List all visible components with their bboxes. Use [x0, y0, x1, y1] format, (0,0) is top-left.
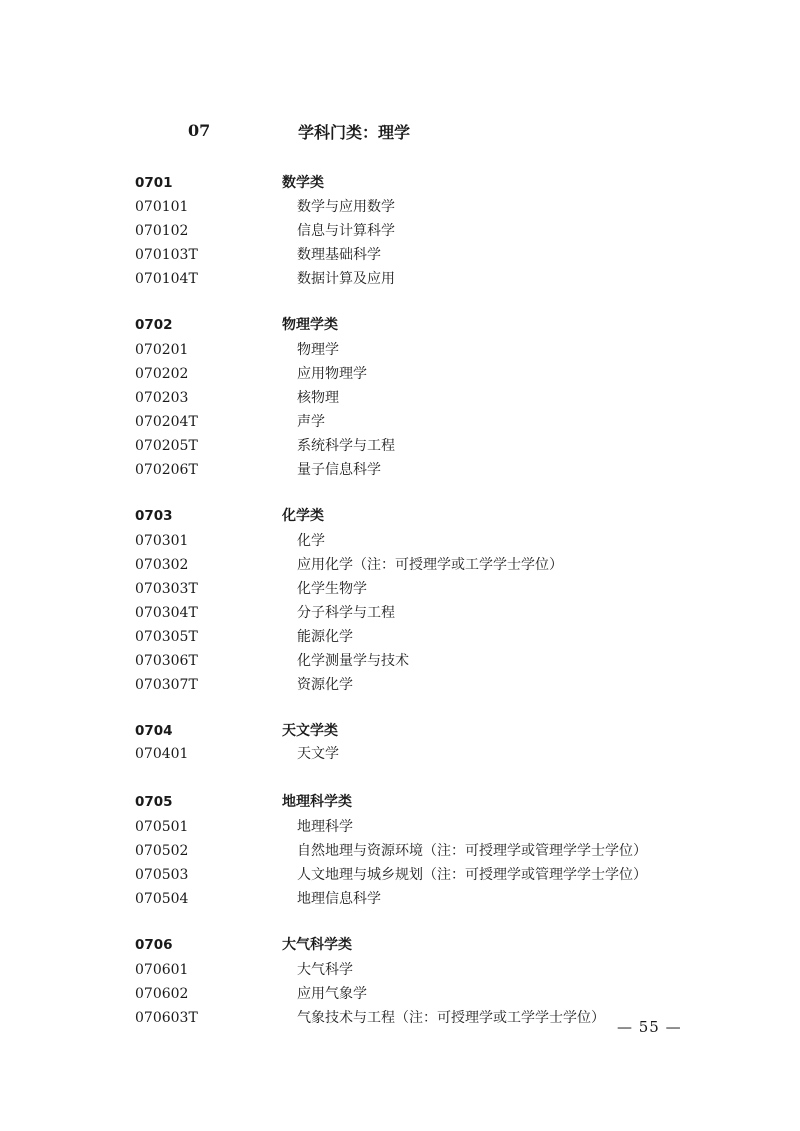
- major-row: [0, 530, 800, 552]
- major-name: 化学测量学与技术: [297, 653, 409, 669]
- major-row: [0, 840, 800, 862]
- major-code: 070201: [135, 342, 189, 358]
- major-code: 070305T: [135, 629, 198, 645]
- major-row: [0, 459, 800, 481]
- group-name: 化学类: [282, 508, 324, 524]
- major-name: 应用化学（注：可授理学或工学学士学位）: [297, 557, 563, 573]
- group-row: [0, 172, 800, 194]
- major-name: 分子科学与工程: [297, 605, 395, 621]
- group-code: 0702: [135, 317, 173, 333]
- major-name: 人文地理与城乡规划（注：可授理学或管理学学士学位）: [297, 867, 647, 883]
- major-name: 应用物理学: [297, 366, 367, 382]
- major-code: 070306T: [135, 653, 198, 669]
- group-name: 地理科学类: [282, 794, 352, 810]
- discipline-title: 学科门类：理学: [298, 123, 411, 142]
- major-row: [0, 816, 800, 838]
- major-name: 系统科学与工程: [297, 438, 395, 454]
- major-name: 信息与计算科学: [297, 223, 395, 239]
- major-code: 070304T: [135, 605, 198, 621]
- major-name: 数据计算及应用: [297, 271, 395, 287]
- major-row: [0, 435, 800, 457]
- major-name: 气象技术与工程（注：可授理学或工学学士学位）: [297, 1010, 605, 1026]
- group-code: 0705: [135, 794, 173, 810]
- group-code: 0701: [135, 175, 173, 191]
- group-code: 0703: [135, 508, 173, 524]
- major-name: 大气科学: [297, 962, 353, 978]
- major-name: 地理信息科学: [297, 891, 381, 907]
- group-row: [0, 934, 800, 956]
- major-row: [0, 743, 800, 765]
- major-row: [0, 959, 800, 981]
- major-code: 070504: [135, 891, 189, 907]
- major-row: [0, 674, 800, 696]
- group-name: 数学类: [282, 175, 324, 191]
- major-code: 070502: [135, 843, 189, 859]
- major-code: 070602: [135, 986, 189, 1002]
- major-name: 数理基础科学: [297, 247, 381, 263]
- major-name: 量子信息科学: [297, 462, 381, 478]
- major-row: [0, 888, 800, 910]
- group-row: [0, 505, 800, 527]
- major-code: 070104T: [135, 271, 198, 287]
- page-number: — 55 —: [617, 1018, 682, 1036]
- major-code: 070503: [135, 867, 189, 883]
- group-name: 大气科学类: [282, 937, 352, 953]
- major-name: 化学: [297, 533, 325, 549]
- major-code: 070603T: [135, 1010, 198, 1026]
- major-code: 070301: [135, 533, 189, 549]
- group-name: 天文学类: [282, 723, 338, 739]
- major-code: 070202: [135, 366, 189, 382]
- major-row: [0, 411, 800, 433]
- major-row: [0, 220, 800, 242]
- major-code: 070205T: [135, 438, 198, 454]
- major-code: 070204T: [135, 414, 198, 430]
- major-name: 化学生物学: [297, 581, 367, 597]
- major-name: 地理科学: [297, 819, 353, 835]
- discipline-code: 07: [188, 121, 211, 140]
- major-row: [0, 268, 800, 290]
- major-row: [0, 626, 800, 648]
- major-code: 070206T: [135, 462, 198, 478]
- major-row: [0, 387, 800, 409]
- major-name: 能源化学: [297, 629, 353, 645]
- major-row: [0, 554, 800, 576]
- major-name: 自然地理与资源环境（注：可授理学或管理学学士学位）: [297, 843, 647, 859]
- major-row: [0, 983, 800, 1005]
- major-code: 070101: [135, 199, 189, 215]
- major-name: 物理学: [297, 342, 339, 358]
- major-code: 070401: [135, 746, 189, 762]
- major-name: 资源化学: [297, 677, 353, 693]
- group-row: [0, 791, 800, 813]
- major-row: [0, 244, 800, 266]
- major-name: 应用气象学: [297, 986, 367, 1002]
- group-code: 0704: [135, 723, 173, 739]
- group-row: [0, 720, 800, 742]
- major-code: 070601: [135, 962, 189, 978]
- major-code: 070302: [135, 557, 189, 573]
- major-row: [0, 363, 800, 385]
- major-row: [0, 578, 800, 600]
- major-name: 数学与应用数学: [297, 199, 395, 215]
- major-row: [0, 339, 800, 361]
- major-name: 天文学: [297, 746, 339, 762]
- major-name: 核物理: [297, 390, 339, 406]
- major-code: 070501: [135, 819, 189, 835]
- major-row: [0, 650, 800, 672]
- group-code: 0706: [135, 937, 173, 953]
- major-name: 声学: [297, 414, 325, 430]
- major-code: 070303T: [135, 581, 198, 597]
- group-row: [0, 314, 800, 336]
- group-name: 物理学类: [282, 317, 338, 333]
- major-code: 070307T: [135, 677, 198, 693]
- major-row: [0, 864, 800, 886]
- major-code: 070203: [135, 390, 189, 406]
- major-code: 070102: [135, 223, 189, 239]
- major-row: [0, 602, 800, 624]
- major-code: 070103T: [135, 247, 198, 263]
- major-row: [0, 196, 800, 218]
